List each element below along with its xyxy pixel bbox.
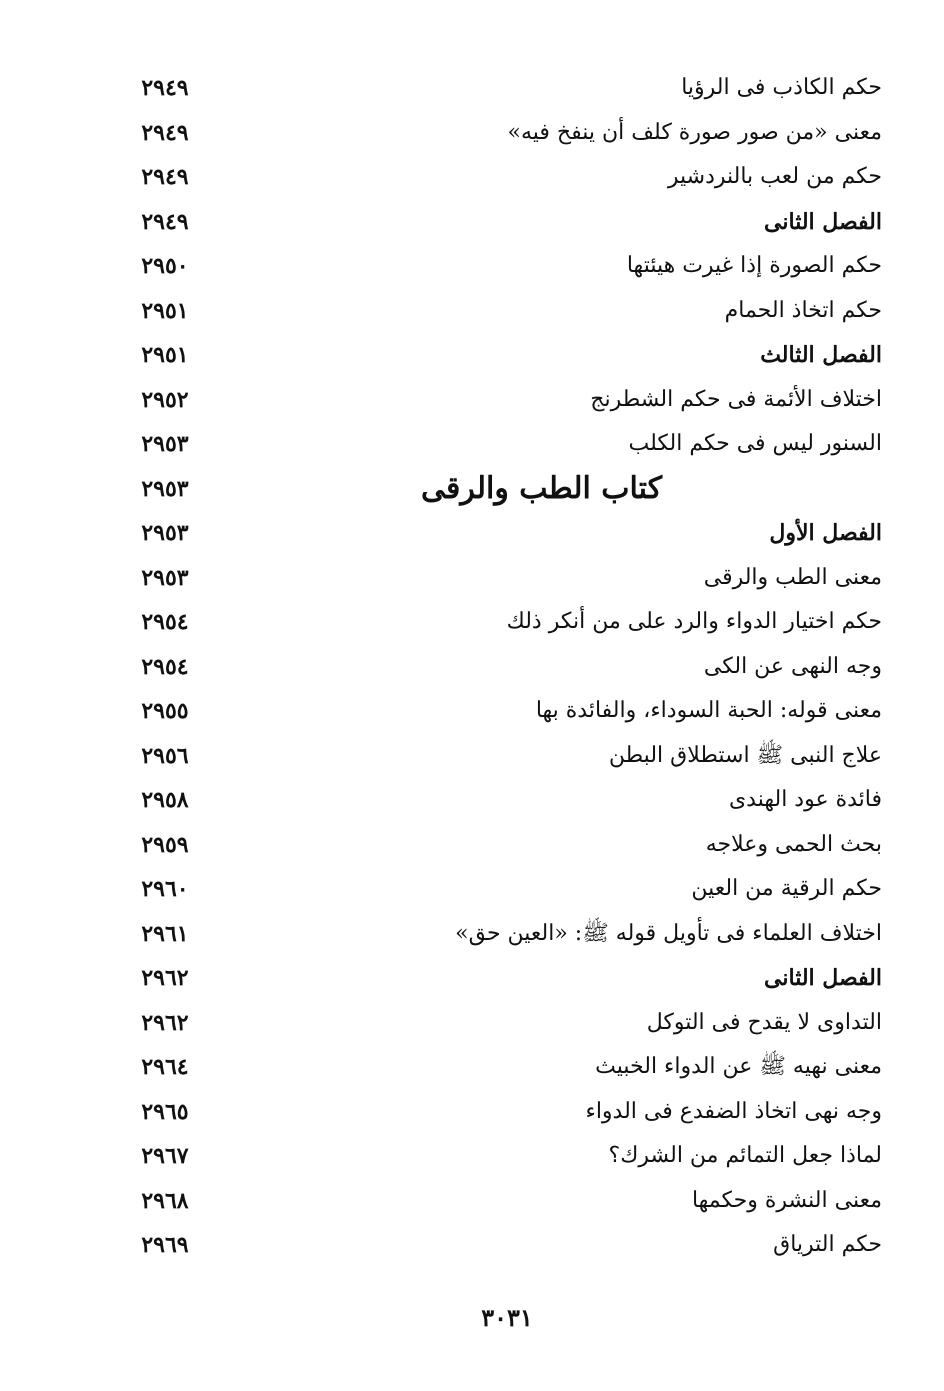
entry-page-number: ٢٩٦١	[141, 920, 189, 947]
entry-title: معنى نهيه ﷺ عن الدواء الخبيث	[595, 1054, 882, 1079]
book-title: كتاب الطب والرقى	[420, 470, 662, 506]
entry-title: اختلاف العلماء فى تأويل قوله ﷺ: «العين حق»	[455, 920, 882, 946]
toc-entry	[0, 1045, 944, 1089]
entry-page-number: ٢٩٥١	[141, 342, 189, 368]
toc-entry	[0, 66, 944, 110]
entry-page-number: ٢٩٤٩	[141, 119, 189, 146]
entry-title: معنى النشرة وحكمها	[691, 1187, 882, 1213]
entry-title: وجه نهى اتخاذ الضفدع فى الدواء	[585, 1098, 882, 1124]
entry-page-number: ٢٩٥٠	[141, 253, 189, 279]
toc-entry	[0, 600, 944, 644]
entry-page-number: ٢٩٥٥	[141, 698, 189, 724]
entry-page-number: ٢٩٥١	[141, 297, 189, 324]
entry-title: بحث الحمى وعلاجه	[705, 831, 882, 857]
entry-title: علاج النبى ﷺ استطلاق البطن	[608, 742, 882, 768]
toc-entry	[0, 1223, 944, 1267]
entry-title: حكم الترياق	[773, 1232, 882, 1257]
entry-page-number: ٢٩٦٧	[141, 1143, 189, 1169]
toc-entry	[0, 333, 944, 377]
toc-entry	[0, 1179, 944, 1223]
entry-page-number: ٢٩٥٣	[141, 564, 189, 591]
toc-entry	[0, 867, 944, 911]
toc-entry	[0, 1134, 944, 1178]
entry-title: حكم الرقية من العين	[691, 876, 882, 901]
entry-title: لماذا جعل التمائم من الشرك؟	[608, 1143, 882, 1168]
toc-entry	[0, 422, 944, 466]
toc-entry	[0, 244, 944, 288]
entry-title: اختلاف الأئمة فى حكم الشطرنج	[590, 386, 882, 412]
entry-page-number: ٢٩٥٦	[141, 742, 189, 769]
entry-title: حكم الصورة إذا غيرت هيئتها	[626, 253, 882, 278]
chapter-heading: الفصل الثانى	[764, 965, 882, 991]
toc-entry	[0, 467, 944, 511]
entry-page-number: ٢٩٦٩	[141, 1232, 189, 1258]
toc-entry	[0, 200, 944, 244]
chapter-heading: الفصل الأول	[769, 520, 882, 546]
page-number: ٣٠٣١	[481, 1303, 533, 1332]
entry-title: معنى قوله: الحبة السوداء، والفائدة بها	[535, 698, 882, 723]
entry-page-number: ٢٩٥٩	[141, 831, 189, 858]
entry-page-number: ٢٩٥٢	[141, 386, 189, 413]
entry-page-number: ٢٩٦٨	[141, 1187, 189, 1214]
entry-title: معنى الطب والرقى	[703, 564, 882, 590]
entry-page-number: ٢٩٥٣	[141, 475, 189, 502]
entry-title: حكم اتخاذ الحمام	[724, 297, 882, 323]
chapter-heading: الفصل الثانى	[764, 208, 882, 235]
entry-page-number: ٢٩٥٣	[141, 520, 189, 546]
entry-page-number: ٢٩٦٥	[141, 1098, 189, 1125]
entry-page-number: ٢٩٥٣	[141, 431, 189, 457]
entry-page-number: ٢٩٦٤	[141, 1054, 189, 1080]
toc-entry	[0, 689, 944, 733]
toc-entry	[0, 823, 944, 867]
toc-entry	[0, 912, 944, 956]
toc-entry	[0, 289, 944, 333]
entry-title: حكم اختيار الدواء والرد على من أنكر ذلك	[506, 609, 882, 634]
entry-title: السنور ليس فى حكم الكلب	[628, 431, 882, 456]
toc-entry	[0, 556, 944, 600]
entry-page-number: ٢٩٦٢	[141, 1009, 189, 1036]
toc-entry	[0, 111, 944, 155]
toc-entry	[0, 511, 944, 555]
entry-page-number: ٢٩٦٢	[141, 965, 189, 991]
entry-page-number: ٢٩٥٤	[141, 609, 189, 635]
entry-title: معنى «من صور صورة كلف أن ينفخ فيه»	[507, 119, 882, 145]
toc-entry	[0, 956, 944, 1000]
entry-title: حكم من لعب بالنردشير	[667, 164, 882, 189]
toc-entry	[0, 778, 944, 822]
toc-entry	[0, 155, 944, 199]
toc-entry	[0, 1090, 944, 1134]
entry-page-number: ٢٩٤٩	[141, 208, 189, 235]
entry-page-number: ٢٩٤٩	[141, 164, 189, 190]
entry-page-number: ٢٩٥٨	[141, 787, 189, 813]
entry-page-number: ٢٩٥٤	[141, 653, 189, 680]
entry-title: وجه النهى عن الكى	[703, 653, 882, 679]
entry-title: حكم الكاذب فى الرؤيا	[681, 75, 882, 100]
chapter-heading: الفصل الثالث	[760, 342, 882, 368]
entry-page-number: ٢٩٦٠	[141, 876, 189, 902]
toc-entry	[0, 734, 944, 778]
entry-title: التداوى لا يقدح فى التوكل	[646, 1009, 882, 1035]
toc-entry	[0, 378, 944, 422]
entry-title: فائدة عود الهندى	[728, 787, 882, 812]
entry-page-number: ٢٩٤٩	[141, 75, 189, 101]
toc-entry	[0, 645, 944, 689]
toc-entry	[0, 1001, 944, 1045]
